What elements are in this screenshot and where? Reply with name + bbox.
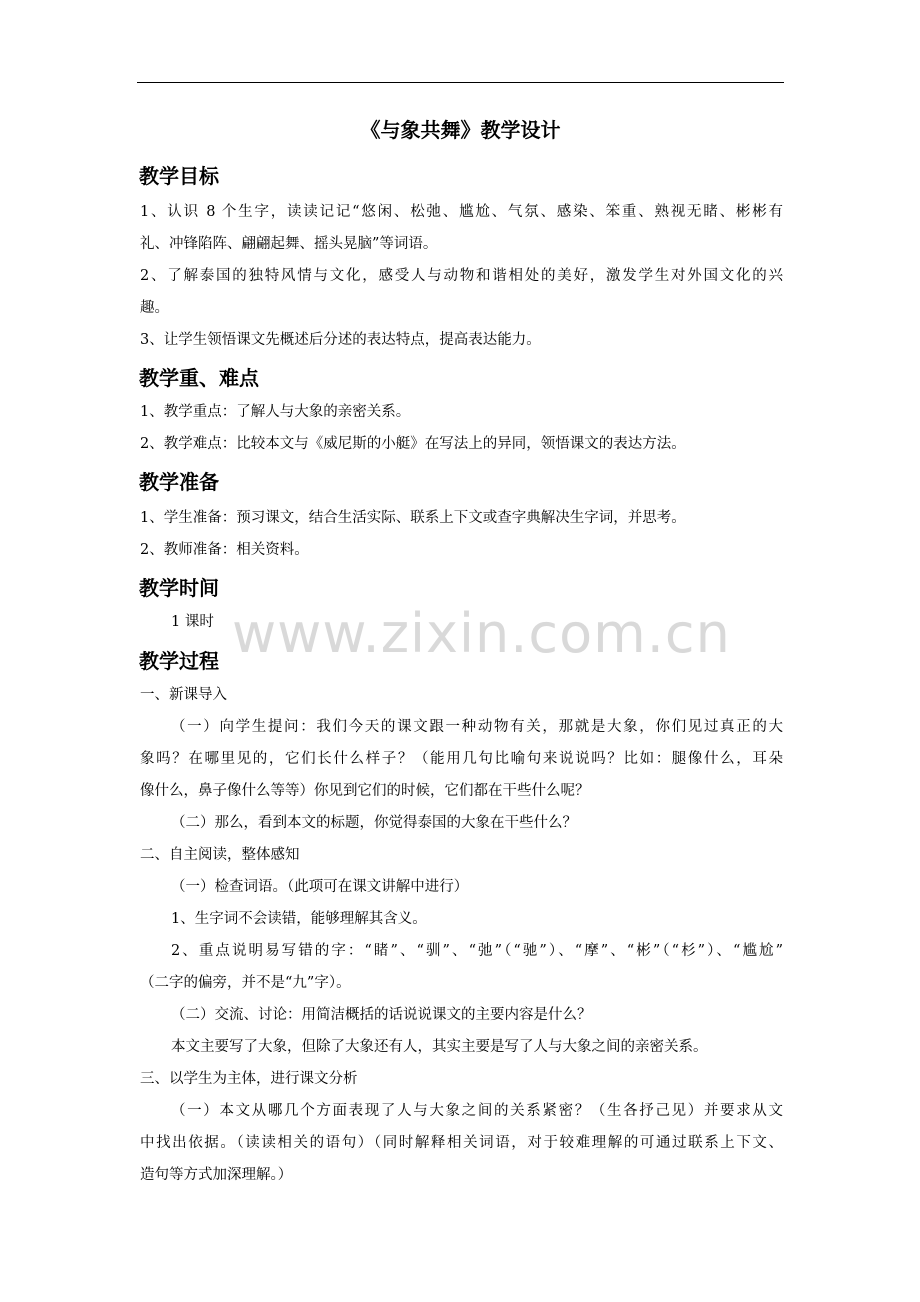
section-heading-key-points: 教学重、难点 xyxy=(139,366,259,390)
process-line-6: 二、自主阅读，整体感知 xyxy=(140,847,300,863)
process-line-8: 1、生字词不会读错，能够理解其含义。 xyxy=(171,911,427,927)
watermark: www.zixin.com.cn xyxy=(232,602,731,665)
process-line-3: 象吗？在哪里见的，它们长什么样子？（能用几句比喻句来说说吗？比如：腿像什么，耳朵 xyxy=(140,751,783,767)
process-line-13: 三、以学生为主体，进行课文分析 xyxy=(140,1071,358,1087)
preparation-line-2: 2、教师准备：相关资料。 xyxy=(140,542,309,558)
objectives-line-5: 3、让学生领悟课文先概述后分述的表达特点，提高表达能力。 xyxy=(140,332,541,348)
process-line-16: 造句等方式加深理解。） xyxy=(140,1167,293,1183)
time-line-1: 1 课时 xyxy=(171,614,214,630)
objectives-line-3: 2、了解泰国的独特风情与文化，感受人与动物和谐相处的美好，激发学生对外国文化的兴 xyxy=(140,268,783,284)
key-points-line-2: 2、教学难点：比较本文与《威尼斯的小艇》在写法上的异同，领悟课文的表达方法。 xyxy=(140,436,686,452)
document-title: 《与象共舞》教学设计 xyxy=(360,118,561,142)
section-heading-objectives: 教学目标 xyxy=(139,164,219,188)
preparation-line-1: 1、学生准备：预习课文，结合生活实际、联系上下文或查字典解决生字词，并思考。 xyxy=(140,510,686,526)
section-heading-preparation: 教学准备 xyxy=(139,470,219,494)
process-line-1: 一、新课导入 xyxy=(140,687,227,703)
process-line-12: 本文主要写了大象，但除了大象还有人，其实主要是写了人与大象之间的亲密关系。 xyxy=(171,1039,708,1055)
process-line-10: （二字的偏旁，并不是“九”字）。 xyxy=(140,975,351,991)
process-line-9: 2、重点说明易写错的字：“睹”、“驯”、“弛”（“驰”）、“摩”、“彬”（“杉”）、“尴尬” xyxy=(171,943,783,959)
process-line-4: 像什么，鼻子像什么等等）你见到它们的时候，它们都在干些什么呢？ xyxy=(140,783,590,799)
process-line-14: （一）本文从哪几个方面表现了人与大象之间的关系紧密？（生各抒己见）并要求从文 xyxy=(171,1103,783,1119)
objectives-line-4: 趣。 xyxy=(140,300,169,316)
process-line-15: 中找出依据。（读读相关的语句）（同时解释相关词语，对于较难理解的可通过联系上下文、 xyxy=(140,1135,783,1151)
section-heading-process: 教学过程 xyxy=(139,649,219,673)
header-rule xyxy=(137,82,784,83)
process-line-5: （二）那么，看到本文的标题，你觉得泰国的大象在干些什么？ xyxy=(171,815,577,831)
process-line-7: （一）检查词语。（此项可在课文讲解中进行） xyxy=(171,879,469,895)
section-heading-time: 教学时间 xyxy=(139,576,219,600)
key-points-line-1: 1、教学重点：了解人与大象的亲密关系。 xyxy=(140,404,411,420)
process-line-2: （一）向学生提问：我们今天的课文跟一种动物有关，那就是大象，你们见过真正的大 xyxy=(171,719,783,735)
objectives-line-2: 礼、冲锋陷阵、翩翩起舞、摇头晃脑”等词语。 xyxy=(140,236,438,252)
process-line-11: （二）交流、讨论：用简洁概括的话说说课文的主要内容是什么？ xyxy=(171,1007,592,1023)
objectives-line-1: 1、认识 8 个生字，读读记记“悠闲、松弛、尴尬、气氛、感染、笨重、熟视无睹、彬彬有 xyxy=(140,204,783,220)
